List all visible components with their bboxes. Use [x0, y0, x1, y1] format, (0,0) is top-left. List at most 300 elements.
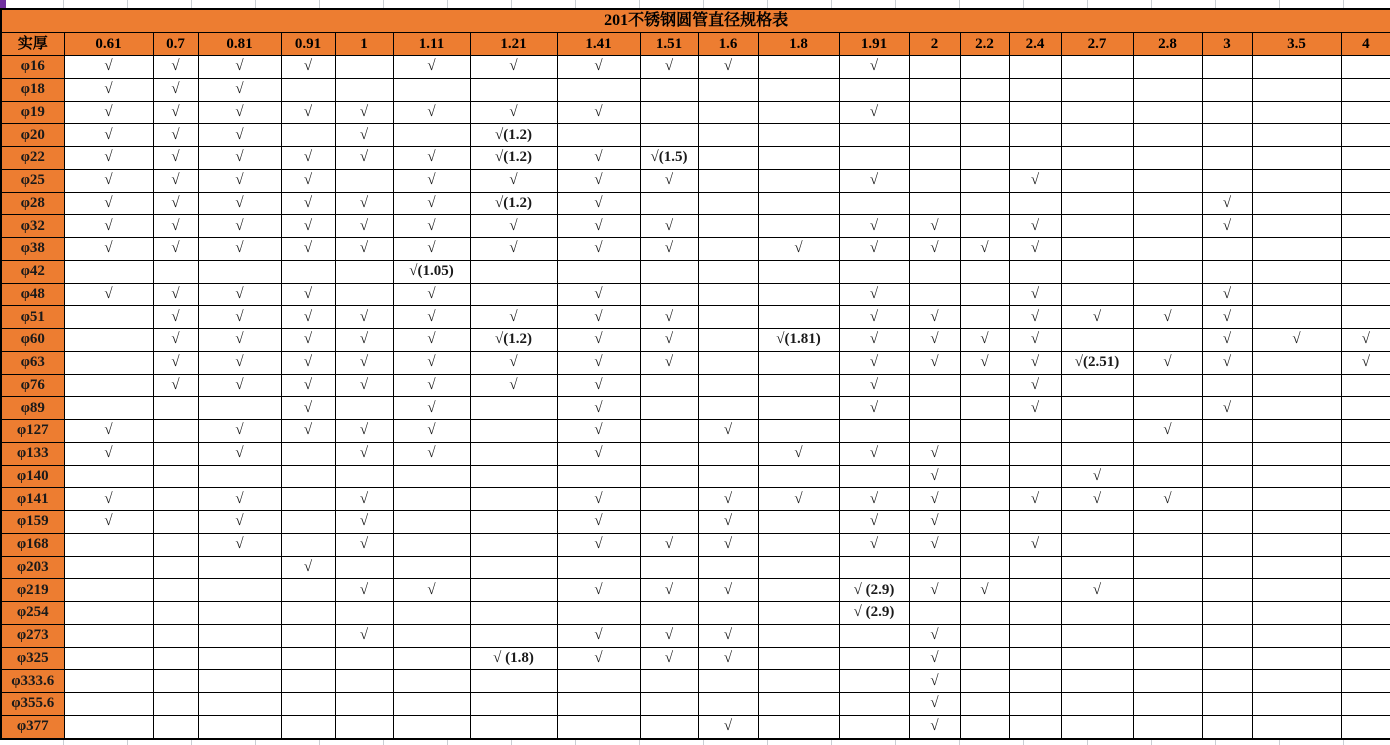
empty-cell[interactable]	[153, 647, 198, 670]
empty-cell[interactable]	[1202, 260, 1252, 283]
empty-cell[interactable]	[758, 374, 839, 397]
row-label[interactable]: φ60	[1, 329, 64, 352]
check-cell[interactable]: √	[698, 647, 758, 670]
empty-cell[interactable]	[960, 670, 1009, 693]
check-cell[interactable]: √	[198, 169, 281, 192]
check-cell[interactable]: √	[281, 192, 335, 215]
empty-cell[interactable]	[839, 124, 909, 147]
col-header-2[interactable]: 2	[909, 33, 960, 56]
empty-cell[interactable]	[1133, 556, 1202, 579]
empty-cell[interactable]	[698, 329, 758, 352]
empty-cell[interactable]	[698, 374, 758, 397]
empty-cell[interactable]	[335, 602, 393, 625]
empty-cell[interactable]	[758, 306, 839, 329]
empty-cell[interactable]	[960, 101, 1009, 124]
empty-cell[interactable]	[1133, 124, 1202, 147]
check-cell[interactable]: √	[335, 488, 393, 511]
empty-cell[interactable]	[1133, 169, 1202, 192]
empty-cell[interactable]	[960, 693, 1009, 716]
check-cell[interactable]: √	[335, 579, 393, 602]
empty-cell[interactable]	[1009, 556, 1061, 579]
check-cell[interactable]: √	[1061, 306, 1133, 329]
empty-cell[interactable]	[153, 465, 198, 488]
empty-cell[interactable]	[1252, 124, 1341, 147]
check-cell[interactable]: √	[557, 579, 640, 602]
empty-cell[interactable]	[1133, 670, 1202, 693]
check-cell[interactable]: √ (2.9)	[839, 602, 909, 625]
check-cell[interactable]: √	[1202, 192, 1252, 215]
check-cell[interactable]: √	[153, 283, 198, 306]
empty-cell[interactable]	[960, 78, 1009, 101]
check-cell[interactable]: √	[839, 238, 909, 261]
empty-cell[interactable]	[1252, 101, 1341, 124]
empty-cell[interactable]	[64, 624, 153, 647]
empty-cell[interactable]	[64, 465, 153, 488]
empty-cell[interactable]	[758, 715, 839, 739]
check-cell[interactable]: √	[470, 351, 557, 374]
check-cell[interactable]: √	[839, 351, 909, 374]
check-cell[interactable]: √	[198, 351, 281, 374]
empty-cell[interactable]	[758, 169, 839, 192]
empty-cell[interactable]	[960, 420, 1009, 443]
col-header-2.7[interactable]: 2.7	[1061, 33, 1133, 56]
check-cell[interactable]: √	[1009, 533, 1061, 556]
empty-cell[interactable]	[1061, 124, 1133, 147]
empty-cell[interactable]	[1133, 147, 1202, 170]
check-cell[interactable]: √	[393, 397, 470, 420]
empty-cell[interactable]	[470, 602, 557, 625]
col-header-2.4[interactable]: 2.4	[1009, 33, 1061, 56]
check-cell[interactable]: √	[839, 374, 909, 397]
check-cell[interactable]: √	[1061, 579, 1133, 602]
check-cell[interactable]: √	[839, 329, 909, 352]
check-cell[interactable]: √	[1202, 215, 1252, 238]
empty-cell[interactable]	[1341, 169, 1390, 192]
check-cell[interactable]: √	[393, 192, 470, 215]
check-cell[interactable]: √	[640, 624, 698, 647]
check-cell[interactable]: √	[153, 306, 198, 329]
empty-cell[interactable]	[1061, 374, 1133, 397]
empty-cell[interactable]	[557, 670, 640, 693]
empty-cell[interactable]	[557, 715, 640, 739]
empty-cell[interactable]	[839, 260, 909, 283]
check-cell[interactable]: √	[393, 215, 470, 238]
empty-cell[interactable]	[1202, 147, 1252, 170]
check-cell[interactable]: √	[557, 442, 640, 465]
empty-cell[interactable]	[1341, 124, 1390, 147]
empty-cell[interactable]	[1009, 465, 1061, 488]
check-cell[interactable]: √	[335, 329, 393, 352]
check-cell[interactable]: √	[909, 306, 960, 329]
empty-cell[interactable]	[1133, 215, 1202, 238]
check-cell[interactable]: √	[198, 329, 281, 352]
empty-cell[interactable]	[1341, 147, 1390, 170]
empty-cell[interactable]	[1061, 260, 1133, 283]
empty-cell[interactable]	[393, 533, 470, 556]
col-header-1[interactable]: 1	[335, 33, 393, 56]
empty-cell[interactable]	[1341, 579, 1390, 602]
empty-cell[interactable]	[1252, 488, 1341, 511]
empty-cell[interactable]	[1202, 602, 1252, 625]
empty-cell[interactable]	[698, 192, 758, 215]
empty-cell[interactable]	[1341, 624, 1390, 647]
empty-cell[interactable]	[698, 465, 758, 488]
row-label[interactable]: φ32	[1, 215, 64, 238]
empty-cell[interactable]	[281, 670, 335, 693]
empty-cell[interactable]	[1341, 465, 1390, 488]
check-cell[interactable]: √	[64, 283, 153, 306]
empty-cell[interactable]	[281, 533, 335, 556]
check-cell[interactable]: √	[557, 374, 640, 397]
empty-cell[interactable]	[1061, 56, 1133, 79]
empty-cell[interactable]	[839, 715, 909, 739]
empty-cell[interactable]	[1061, 78, 1133, 101]
empty-cell[interactable]	[640, 397, 698, 420]
empty-cell[interactable]	[198, 602, 281, 625]
empty-cell[interactable]	[960, 556, 1009, 579]
empty-cell[interactable]	[1009, 442, 1061, 465]
empty-cell[interactable]	[1202, 56, 1252, 79]
empty-cell[interactable]	[64, 647, 153, 670]
check-cell[interactable]: √	[198, 124, 281, 147]
empty-cell[interactable]	[698, 397, 758, 420]
empty-cell[interactable]	[1252, 351, 1341, 374]
empty-cell[interactable]	[839, 647, 909, 670]
check-cell[interactable]: √	[640, 329, 698, 352]
empty-cell[interactable]	[281, 647, 335, 670]
empty-cell[interactable]	[470, 533, 557, 556]
check-cell[interactable]: √	[640, 647, 698, 670]
check-cell[interactable]: √	[393, 238, 470, 261]
empty-cell[interactable]	[1061, 283, 1133, 306]
empty-cell[interactable]	[470, 465, 557, 488]
empty-cell[interactable]	[198, 670, 281, 693]
check-cell[interactable]: √	[960, 238, 1009, 261]
empty-cell[interactable]	[960, 488, 1009, 511]
col-header-2.8[interactable]: 2.8	[1133, 33, 1202, 56]
empty-cell[interactable]	[64, 374, 153, 397]
check-cell[interactable]: √	[839, 397, 909, 420]
empty-cell[interactable]	[1341, 283, 1390, 306]
check-cell[interactable]: √	[1341, 351, 1390, 374]
check-cell[interactable]: √	[557, 397, 640, 420]
empty-cell[interactable]	[758, 693, 839, 716]
empty-cell[interactable]	[1133, 624, 1202, 647]
check-cell[interactable]: √	[470, 215, 557, 238]
empty-cell[interactable]	[281, 511, 335, 534]
empty-cell[interactable]	[1341, 215, 1390, 238]
empty-cell[interactable]	[1133, 374, 1202, 397]
empty-cell[interactable]	[1341, 602, 1390, 625]
check-cell[interactable]: √	[198, 488, 281, 511]
empty-cell[interactable]	[839, 670, 909, 693]
empty-cell[interactable]	[557, 260, 640, 283]
empty-cell[interactable]	[640, 442, 698, 465]
empty-cell[interactable]	[960, 533, 1009, 556]
check-cell[interactable]: √	[64, 124, 153, 147]
empty-cell[interactable]	[698, 693, 758, 716]
empty-cell[interactable]	[839, 147, 909, 170]
check-cell[interactable]: √	[640, 579, 698, 602]
check-cell[interactable]: √	[335, 306, 393, 329]
empty-cell[interactable]	[1252, 192, 1341, 215]
row-label[interactable]: φ140	[1, 465, 64, 488]
empty-cell[interactable]	[640, 602, 698, 625]
empty-cell[interactable]	[335, 283, 393, 306]
empty-cell[interactable]	[1133, 56, 1202, 79]
empty-cell[interactable]	[698, 78, 758, 101]
empty-cell[interactable]	[1341, 56, 1390, 79]
empty-cell[interactable]	[153, 420, 198, 443]
col-header-1.51[interactable]: 1.51	[640, 33, 698, 56]
row-label[interactable]: φ38	[1, 238, 64, 261]
empty-cell[interactable]	[198, 647, 281, 670]
empty-cell[interactable]	[335, 715, 393, 739]
empty-cell[interactable]	[1341, 715, 1390, 739]
empty-cell[interactable]	[1133, 192, 1202, 215]
check-cell[interactable]: √	[198, 533, 281, 556]
empty-cell[interactable]	[758, 511, 839, 534]
empty-cell[interactable]	[698, 670, 758, 693]
empty-cell[interactable]	[64, 693, 153, 716]
empty-cell[interactable]	[758, 283, 839, 306]
empty-cell[interactable]	[281, 488, 335, 511]
empty-cell[interactable]	[1341, 397, 1390, 420]
row-label[interactable]: φ355.6	[1, 693, 64, 716]
check-cell[interactable]: √	[335, 511, 393, 534]
empty-cell[interactable]	[1061, 101, 1133, 124]
row-label[interactable]: φ127	[1, 420, 64, 443]
check-cell[interactable]: √	[335, 101, 393, 124]
empty-cell[interactable]	[640, 488, 698, 511]
empty-cell[interactable]	[335, 465, 393, 488]
check-cell[interactable]: √	[1009, 397, 1061, 420]
check-cell[interactable]: √	[64, 511, 153, 534]
empty-cell[interactable]	[960, 260, 1009, 283]
check-cell[interactable]: √	[281, 397, 335, 420]
check-cell[interactable]: √	[909, 624, 960, 647]
empty-cell[interactable]	[335, 56, 393, 79]
empty-cell[interactable]	[1009, 693, 1061, 716]
check-cell[interactable]: √	[393, 101, 470, 124]
empty-cell[interactable]	[153, 533, 198, 556]
empty-cell[interactable]	[1061, 238, 1133, 261]
empty-cell[interactable]	[1133, 101, 1202, 124]
check-cell[interactable]: √	[839, 283, 909, 306]
empty-cell[interactable]	[335, 260, 393, 283]
check-cell[interactable]: √	[1009, 283, 1061, 306]
empty-cell[interactable]	[960, 374, 1009, 397]
empty-cell[interactable]	[909, 260, 960, 283]
check-cell[interactable]: √	[1009, 374, 1061, 397]
empty-cell[interactable]	[470, 511, 557, 534]
check-cell[interactable]: √	[198, 215, 281, 238]
empty-cell[interactable]	[1341, 511, 1390, 534]
empty-cell[interactable]	[640, 124, 698, 147]
check-cell[interactable]: √	[1341, 329, 1390, 352]
empty-cell[interactable]	[1133, 465, 1202, 488]
row-label[interactable]: φ19	[1, 101, 64, 124]
check-cell[interactable]: √	[153, 374, 198, 397]
empty-cell[interactable]	[1061, 192, 1133, 215]
empty-cell[interactable]	[64, 397, 153, 420]
empty-cell[interactable]	[64, 556, 153, 579]
empty-cell[interactable]	[960, 397, 1009, 420]
empty-cell[interactable]	[153, 693, 198, 716]
check-cell[interactable]: √	[1009, 215, 1061, 238]
empty-cell[interactable]	[1202, 465, 1252, 488]
empty-cell[interactable]	[960, 283, 1009, 306]
empty-cell[interactable]	[839, 556, 909, 579]
empty-cell[interactable]	[281, 442, 335, 465]
empty-cell[interactable]	[1133, 442, 1202, 465]
check-cell[interactable]: √	[640, 215, 698, 238]
check-cell[interactable]: √	[470, 374, 557, 397]
check-cell[interactable]: √	[153, 169, 198, 192]
check-cell[interactable]: √	[1009, 488, 1061, 511]
check-cell[interactable]: √	[281, 283, 335, 306]
check-cell[interactable]: √	[909, 511, 960, 534]
check-cell[interactable]: √	[198, 511, 281, 534]
check-cell[interactable]: √	[640, 169, 698, 192]
empty-cell[interactable]	[1133, 693, 1202, 716]
check-cell[interactable]: √	[909, 215, 960, 238]
empty-cell[interactable]	[758, 670, 839, 693]
empty-cell[interactable]	[1252, 260, 1341, 283]
empty-cell[interactable]	[698, 556, 758, 579]
empty-cell[interactable]	[1061, 397, 1133, 420]
empty-cell[interactable]	[335, 78, 393, 101]
empty-cell[interactable]	[1252, 465, 1341, 488]
check-cell[interactable]: √	[758, 238, 839, 261]
check-cell[interactable]: √	[335, 124, 393, 147]
row-label[interactable]: φ141	[1, 488, 64, 511]
empty-cell[interactable]	[153, 670, 198, 693]
empty-cell[interactable]	[758, 147, 839, 170]
check-cell[interactable]: √(1.81)	[758, 329, 839, 352]
empty-cell[interactable]	[335, 647, 393, 670]
empty-cell[interactable]	[1061, 693, 1133, 716]
check-cell[interactable]: √	[557, 215, 640, 238]
empty-cell[interactable]	[640, 465, 698, 488]
empty-cell[interactable]	[1009, 78, 1061, 101]
row-label[interactable]: φ42	[1, 260, 64, 283]
empty-cell[interactable]	[393, 647, 470, 670]
empty-cell[interactable]	[1133, 602, 1202, 625]
check-cell[interactable]: √	[909, 647, 960, 670]
empty-cell[interactable]	[335, 670, 393, 693]
check-cell[interactable]: √(1.2)	[470, 192, 557, 215]
row-label[interactable]: φ48	[1, 283, 64, 306]
check-cell[interactable]: √	[335, 374, 393, 397]
check-cell[interactable]: √	[839, 101, 909, 124]
empty-cell[interactable]	[1202, 647, 1252, 670]
empty-cell[interactable]	[1252, 647, 1341, 670]
check-cell[interactable]: √	[153, 147, 198, 170]
check-cell[interactable]: √	[198, 420, 281, 443]
empty-cell[interactable]	[1252, 147, 1341, 170]
empty-cell[interactable]	[909, 78, 960, 101]
empty-cell[interactable]	[1252, 397, 1341, 420]
empty-cell[interactable]	[198, 693, 281, 716]
empty-cell[interactable]	[335, 556, 393, 579]
empty-cell[interactable]	[1252, 624, 1341, 647]
empty-cell[interactable]	[839, 78, 909, 101]
check-cell[interactable]: √	[557, 488, 640, 511]
row-label[interactable]: φ325	[1, 647, 64, 670]
empty-cell[interactable]	[1061, 556, 1133, 579]
col-header-1.11[interactable]: 1.11	[393, 33, 470, 56]
check-cell[interactable]: √	[557, 351, 640, 374]
check-cell[interactable]: √	[64, 442, 153, 465]
empty-cell[interactable]	[909, 374, 960, 397]
row-label[interactable]: φ254	[1, 602, 64, 625]
empty-cell[interactable]	[1202, 488, 1252, 511]
check-cell[interactable]: √	[335, 442, 393, 465]
empty-cell[interactable]	[470, 624, 557, 647]
empty-cell[interactable]	[1133, 329, 1202, 352]
check-cell[interactable]: √	[393, 169, 470, 192]
empty-cell[interactable]	[1341, 374, 1390, 397]
empty-cell[interactable]	[470, 556, 557, 579]
check-cell[interactable]: √	[281, 169, 335, 192]
empty-cell[interactable]	[281, 260, 335, 283]
col-header-1.41[interactable]: 1.41	[557, 33, 640, 56]
empty-cell[interactable]	[470, 397, 557, 420]
empty-cell[interactable]	[1341, 306, 1390, 329]
empty-cell[interactable]	[1202, 556, 1252, 579]
empty-cell[interactable]	[960, 306, 1009, 329]
empty-cell[interactable]	[758, 101, 839, 124]
check-cell[interactable]: √	[64, 192, 153, 215]
check-cell[interactable]: √	[335, 147, 393, 170]
empty-cell[interactable]	[640, 260, 698, 283]
empty-cell[interactable]	[1133, 78, 1202, 101]
check-cell[interactable]: √	[393, 442, 470, 465]
empty-cell[interactable]	[839, 693, 909, 716]
check-cell[interactable]: √	[153, 238, 198, 261]
empty-cell[interactable]	[698, 351, 758, 374]
empty-cell[interactable]	[1341, 260, 1390, 283]
check-cell[interactable]: √	[557, 647, 640, 670]
check-cell[interactable]: √	[1009, 351, 1061, 374]
empty-cell[interactable]	[1009, 715, 1061, 739]
empty-cell[interactable]	[281, 579, 335, 602]
empty-cell[interactable]	[557, 78, 640, 101]
empty-cell[interactable]	[64, 533, 153, 556]
empty-cell[interactable]	[393, 488, 470, 511]
check-cell[interactable]: √	[281, 329, 335, 352]
row-label[interactable]: φ51	[1, 306, 64, 329]
empty-cell[interactable]	[557, 602, 640, 625]
row-label[interactable]: φ20	[1, 124, 64, 147]
empty-cell[interactable]	[909, 56, 960, 79]
empty-cell[interactable]	[1061, 511, 1133, 534]
check-cell[interactable]: √	[153, 351, 198, 374]
check-cell[interactable]: √	[198, 442, 281, 465]
empty-cell[interactable]	[1061, 169, 1133, 192]
col-header-1.21[interactable]: 1.21	[470, 33, 557, 56]
empty-cell[interactable]	[698, 283, 758, 306]
empty-cell[interactable]	[1009, 602, 1061, 625]
empty-cell[interactable]	[1341, 533, 1390, 556]
empty-cell[interactable]	[758, 533, 839, 556]
empty-cell[interactable]	[758, 260, 839, 283]
empty-cell[interactable]	[1252, 283, 1341, 306]
empty-cell[interactable]	[393, 511, 470, 534]
empty-cell[interactable]	[1133, 260, 1202, 283]
empty-cell[interactable]	[64, 715, 153, 739]
